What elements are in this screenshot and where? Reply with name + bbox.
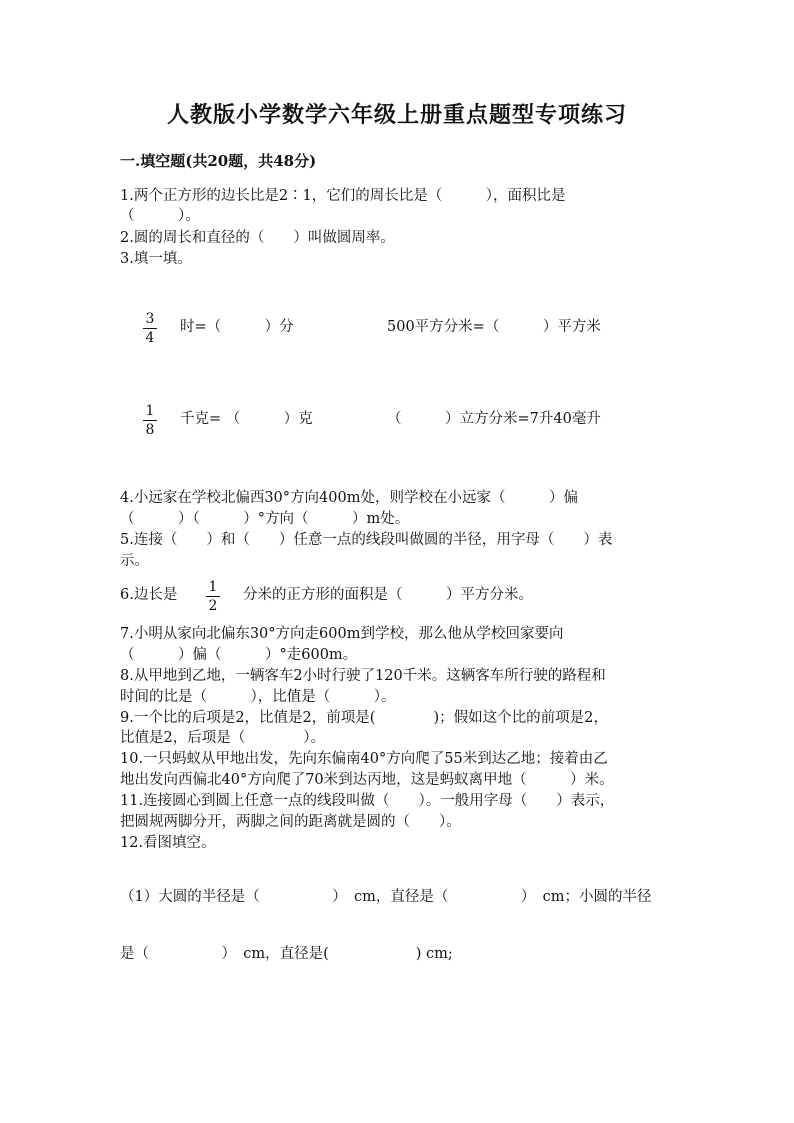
fraction-numerator: 1 [145, 403, 155, 419]
question-3-item-b: 500平方分米=（ ）平方米 [387, 319, 601, 335]
question-7-line-1: 7.小明从家向北偏东30°方向走600m到学校，那么他从学校回家要向 [120, 626, 564, 642]
fraction-numerator: 1 [208, 579, 218, 595]
fraction-denominator: 2 [208, 598, 218, 614]
question-7-line-2: （ ）偏（ ）°走600m。 [120, 647, 358, 663]
question-12-part-1-line-2: 是（ ） cm，直径是( ) cm; [120, 946, 453, 962]
fraction-denominator: 4 [145, 330, 155, 346]
question-4-line-2: （ ）（ ）°方向（ ）m处。 [120, 511, 410, 527]
question-6-prefix: 6.边长是 [120, 587, 178, 603]
question-12-part-1-line-1: （1）大圆的半径是（ ） cm，直径是（ ） cm；小圆的半径 [120, 889, 652, 905]
question-1-line-2: （ ）。 [120, 208, 200, 224]
question-10-line-1: 10.一只蚂蚁从甲地出发，先向东偏南40°方向爬了55米到达乙地；接着由乙 [120, 751, 608, 767]
question-5-line-1: 5.连接（ ）和（ ）任意一点的线段叫做圆的半径，用字母（ ）表 [120, 532, 613, 548]
question-12-heading: 12.看图填空。 [120, 835, 216, 851]
question-5-line-2: 示。 [120, 553, 149, 569]
fraction-denominator: 8 [145, 422, 155, 438]
question-9-line-2: 比值是2，后项是（ ）。 [120, 730, 325, 746]
page-title: 人教版小学数学六年级上册重点题型专项练习 [166, 102, 627, 128]
question-11-line-2: 把圆规两脚分开，两脚之间的距离就是圆的（ ）。 [120, 814, 461, 830]
question-8-line-2: 时间的比是（ ），比值是（ ）。 [120, 689, 396, 705]
question-9-line-1: 9.一个比的后项是2，比值是2，前项是( )；假如这个比的前项是2， [120, 710, 608, 726]
section-heading: 一.填空题(共20题，共48分) [120, 152, 317, 170]
question-4-line-1: 4.小远家在学校北偏西30°方向400m处，则学校在小远家（ ）偏 [120, 490, 578, 506]
question-8-line-1: 8.从甲地到乙地，一辆客车2小时行驶了120千米。这辆客车所行驶的路程和 [120, 668, 606, 684]
fraction-bar [143, 420, 157, 421]
fraction-bar [143, 328, 157, 329]
question-3-item-a: 时=（ ）分 [180, 319, 294, 335]
fraction-bar [206, 596, 220, 597]
fraction-one-half [206, 579, 220, 614]
fraction-numerator: 3 [145, 311, 155, 327]
question-10-line-2: 地出发向西偏北40°方向爬了70米到达丙地，这是蚂蚁离甲地（ ）米。 [120, 772, 614, 788]
question-1-line-1: 1.两个正方形的边长比是2∶1，它们的周长比是（ ），面积比是 [120, 188, 566, 204]
question-11-line-1: 11.连接圆心到圆上任意一点的线段叫做（ ）。一般用字母（ ）表示， [120, 793, 615, 809]
question-3-heading: 3.填一填。 [120, 251, 192, 267]
question-6-suffix: 分米的正方形的面积是（ ）平方分米。 [243, 587, 533, 603]
question-2: 2.圆的周长和直径的（ ）叫做圆周率。 [120, 230, 395, 246]
fraction-three-quarters [143, 311, 157, 346]
question-3-item-d: （ ）立方分米=7升40毫升 [387, 411, 601, 427]
question-3-item-c: 千克= （ ）克 [180, 411, 313, 427]
fraction-one-eighth [143, 403, 157, 438]
